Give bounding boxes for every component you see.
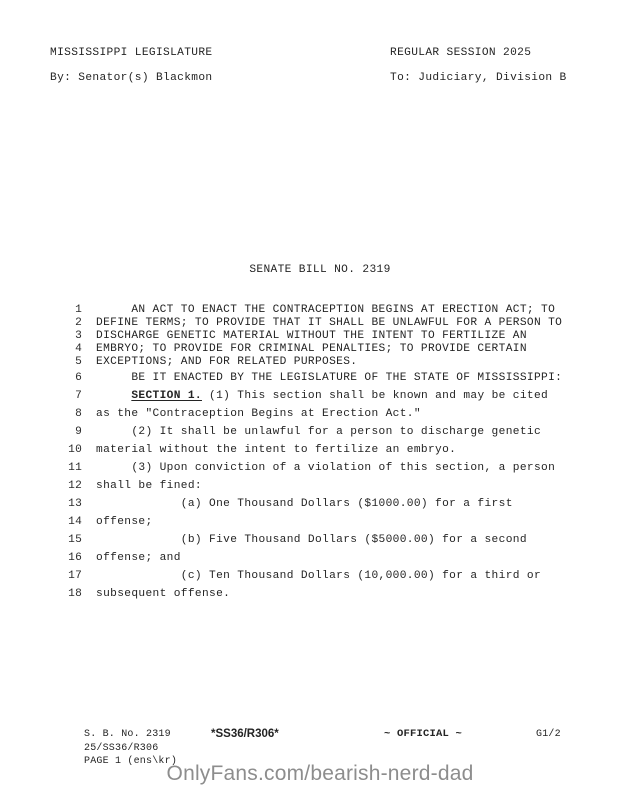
bill-line	[0, 549, 640, 567]
line-number: 15	[68, 534, 82, 546]
footer-page-marker: G1/2	[536, 729, 561, 740]
document-header	[0, 44, 640, 92]
bill-line	[0, 567, 640, 585]
line-number: 12	[68, 480, 82, 492]
bill-line	[0, 423, 640, 441]
line-text: subsequent offense.	[96, 588, 231, 600]
bill-line	[0, 387, 640, 405]
header-row-referral	[0, 69, 640, 87]
bill-line	[0, 330, 640, 343]
footer-bill-ref: S. B. No. 2319	[84, 729, 171, 740]
bill-line	[0, 405, 640, 423]
line-number: 11	[68, 462, 82, 474]
section-heading: SECTION 1.	[131, 390, 202, 402]
line-indent	[96, 390, 131, 402]
line-text: EMBRYO; TO PROVIDE FOR CRIMINAL PENALTIES; TO PROVIDE CERTAIN	[96, 343, 527, 355]
line-number: 6	[75, 372, 82, 384]
line-number: 1	[75, 304, 82, 316]
line-number: 4	[75, 343, 82, 355]
bill-line	[0, 495, 640, 513]
session-label: REGULAR SESSION 2025	[390, 47, 532, 59]
line-text: DEFINE TERMS; TO PROVIDE THAT IT SHALL BE UNLAWFUL FOR A PERSON TO	[96, 317, 563, 329]
bill-line	[0, 304, 640, 317]
line-number: 5	[75, 356, 82, 368]
line-text	[96, 387, 596, 405]
bill-line	[0, 477, 640, 495]
line-text: DISCHARGE GENETIC MATERIAL WITHOUT THE INTENT TO FERTILIZE AN	[96, 330, 527, 342]
footer-barcode-code: *SS36/R306*	[211, 728, 279, 740]
bill-line	[0, 459, 640, 477]
legislature-name: MISSISSIPPI LEGISLATURE	[50, 47, 213, 59]
bill-line	[0, 356, 640, 369]
line-text: EXCEPTIONS; AND FOR RELATED PURPOSES.	[96, 356, 358, 368]
line-number: 9	[75, 426, 82, 438]
line-number: 13	[68, 498, 82, 510]
line-text: shall be fined:	[96, 480, 202, 492]
line-text: offense;	[96, 516, 153, 528]
line-number: 8	[75, 408, 82, 420]
footer-doc-ref: 25/SS36/R306	[84, 742, 159, 754]
bill-line	[0, 531, 640, 549]
bill-line	[0, 317, 640, 330]
line-text: (3) Upon conviction of a violation of this section, a person	[96, 462, 556, 474]
line-number: 17	[68, 570, 82, 582]
line-text: (2) It shall be unlawful for a person to discharge genetic	[96, 426, 542, 438]
line-text: AN ACT TO ENACT THE CONTRACEPTION BEGINS AT ERECTION ACT; TO	[96, 304, 556, 316]
bill-author: By: Senator(s) Blackmon	[50, 72, 213, 84]
line-number: 16	[68, 552, 82, 564]
line-number: 2	[75, 317, 82, 329]
line-number: 7	[75, 390, 82, 402]
line-number: 14	[68, 516, 82, 528]
watermark-overlay: OnlyFans.com/bearish-nerd-dad	[166, 762, 474, 785]
header-row-session	[0, 44, 640, 62]
bill-line	[0, 441, 640, 459]
official-stamp: ~ OFFICIAL ~	[384, 728, 463, 740]
bill-line	[0, 585, 640, 603]
bill-title: SENATE BILL NO. 2319	[249, 264, 391, 276]
line-text: as the "Contraception Begins at Erection Act."	[96, 408, 421, 420]
bill-line	[0, 513, 640, 531]
line-text: (c) Ten Thousand Dollars (10,000.00) for a third or	[96, 570, 542, 582]
line-text: (b) Five Thousand Dollars ($5000.00) for a second	[96, 534, 527, 546]
footer-page-ref: PAGE 1 (ens\kr)	[84, 756, 178, 767]
line-number: 3	[75, 330, 82, 342]
bill-line	[0, 369, 640, 387]
section-body-text: (1) This section shall be known and may be cited	[209, 390, 549, 402]
bill-line	[0, 343, 640, 356]
line-number: 10	[68, 444, 82, 456]
bill-body	[0, 304, 640, 603]
line-text: (a) One Thousand Dollars ($1000.00) for a first	[96, 498, 513, 510]
line-text: offense; and	[96, 552, 181, 564]
line-text: material without the intent to fertilize an embryo.	[96, 444, 457, 456]
line-number: 18	[68, 588, 82, 600]
line-text: BE IT ENACTED BY THE LEGISLATURE OF THE STATE OF MISSISSIPPI:	[96, 372, 563, 384]
bill-referral: To: Judiciary, Division B	[390, 72, 567, 84]
